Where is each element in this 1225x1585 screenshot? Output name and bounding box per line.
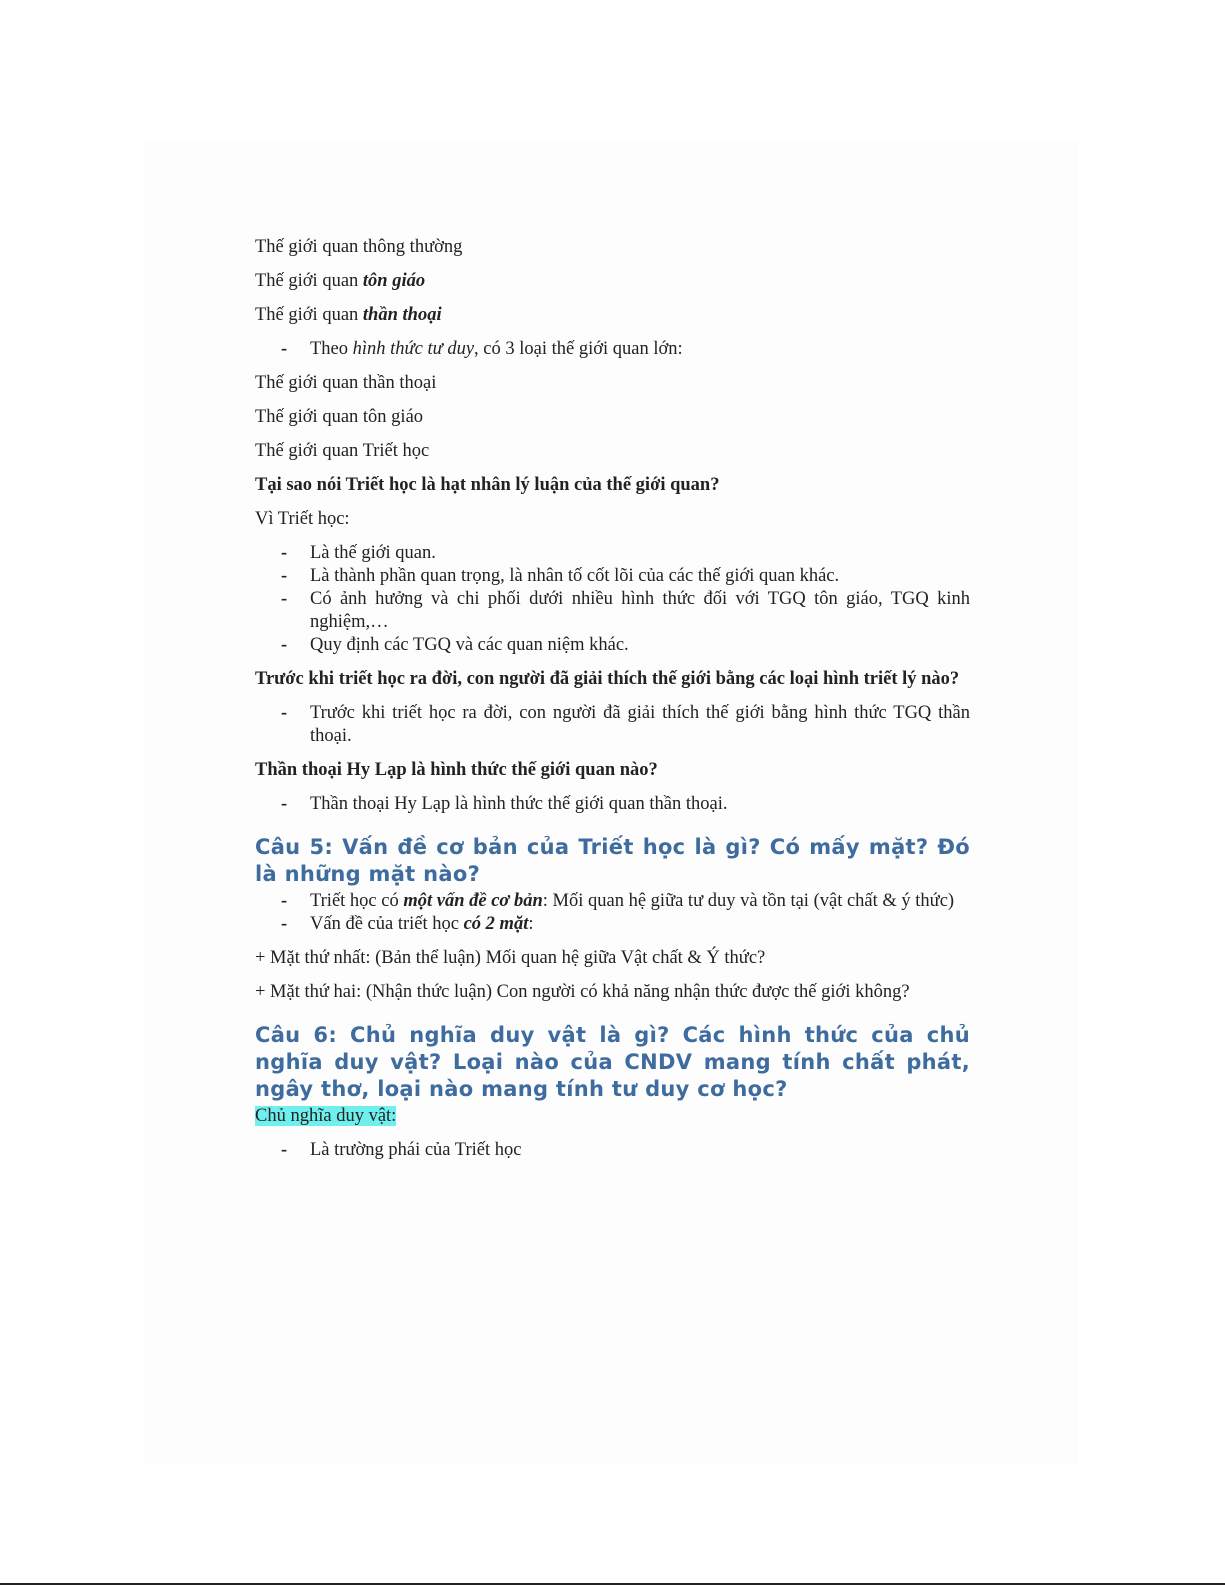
emphasis: một vấn đề cơ bản xyxy=(403,891,543,911)
text: Thế giới quan thông thường xyxy=(255,237,463,257)
text: : xyxy=(528,914,534,934)
list-item xyxy=(255,338,970,361)
text: Vấn đề của triết học xyxy=(310,914,464,934)
list-item: - Là trường phái của Triết học xyxy=(255,1139,970,1162)
worldview-myth xyxy=(255,304,970,327)
text: Thế giới quan Triết học xyxy=(255,441,430,461)
side-one: + Mặt thứ nhất: (Bản thể luận) Mối quan hệ giữa Vật chất & Ý thức? xyxy=(255,948,766,968)
worldview-item xyxy=(255,406,970,429)
bullet-list xyxy=(255,793,970,816)
emphasis: có 2 mặt xyxy=(463,914,529,934)
section-heading-cau5: Câu 5: Vấn đề cơ bản của Triết học là gì? Có mấy mặt? Đó là những mặt nào? xyxy=(255,835,970,886)
bullet-list xyxy=(255,890,970,936)
text: , có 3 loại thế giới quan lớn: xyxy=(474,339,683,359)
section-heading-cau6: Câu 6: Chủ nghĩa duy vật là gì? Các hình thức của chủ nghĩa duy vật? Loại nào của CNDV mang tính chất phát, ngây thơ, loại nào mang tính tư duy cơ học? xyxy=(255,1023,970,1101)
highlight-text: Chủ nghĩa duy vật: xyxy=(255,1106,397,1126)
bullet-list xyxy=(255,1139,970,1162)
list-item: - Quy định các TGQ và các quan niệm khác. xyxy=(255,634,970,657)
text: Triết học có xyxy=(310,891,404,911)
text: Thế giới quan xyxy=(255,305,363,325)
list-item: - Trước khi triết học ra đời, con người đã giải thích thế giới bằng hình thức TGQ thần thoại. xyxy=(255,702,970,748)
text: Thế giới quan thần thoại xyxy=(255,373,437,393)
list-item: - Là thế giới quan. xyxy=(255,542,970,565)
bullet-list xyxy=(255,338,970,361)
list-item xyxy=(255,890,970,913)
text: Thế giới quan xyxy=(255,271,363,291)
answer-intro: Vì Triết học: xyxy=(255,509,350,529)
emphasis: thần thoại xyxy=(362,305,442,325)
document-body xyxy=(255,236,970,1173)
side-two: + Mặt thứ hai: (Nhận thức luận) Con người có khả năng nhận thức được thế giới không? xyxy=(255,982,910,1002)
bullet-list xyxy=(255,542,970,657)
highlighted-term xyxy=(255,1105,970,1128)
question-heading: Trước khi triết học ra đời, con người đã giải thích thế giới bằng các loại hình triết lý nào? xyxy=(255,669,960,689)
question-heading: Tại sao nói Triết học là hạt nhân lý luận của thế giới quan? xyxy=(255,475,720,495)
list-item: - Là thành phần quan trọng, là nhân tố cốt lõi của các thế giới quan khác. xyxy=(255,565,970,588)
bullet-list xyxy=(255,702,970,748)
question-heading: Thần thoại Hy Lạp là hình thức thế giới quan nào? xyxy=(255,760,658,780)
list-item: - Có ảnh hưởng và chi phối dưới nhiều hình thức đối với TGQ tôn giáo, TGQ kinh nghiệm,… xyxy=(255,588,970,634)
list-item xyxy=(255,913,970,936)
text: : Mối quan hệ giữa tư duy và tồn tại (vật chất & ý thức) xyxy=(542,891,955,911)
text: Thế giới quan tôn giáo xyxy=(255,407,424,427)
worldview-item xyxy=(255,372,970,395)
worldview-common xyxy=(255,236,970,259)
emphasis: tôn giáo xyxy=(362,271,426,291)
worldview-religion xyxy=(255,270,970,293)
emphasis: hình thức tư duy xyxy=(352,339,475,359)
worldview-item xyxy=(255,440,970,463)
list-item: - Thần thoại Hy Lạp là hình thức thế giới quan thần thoại. xyxy=(255,793,970,816)
text: Theo xyxy=(310,339,353,359)
